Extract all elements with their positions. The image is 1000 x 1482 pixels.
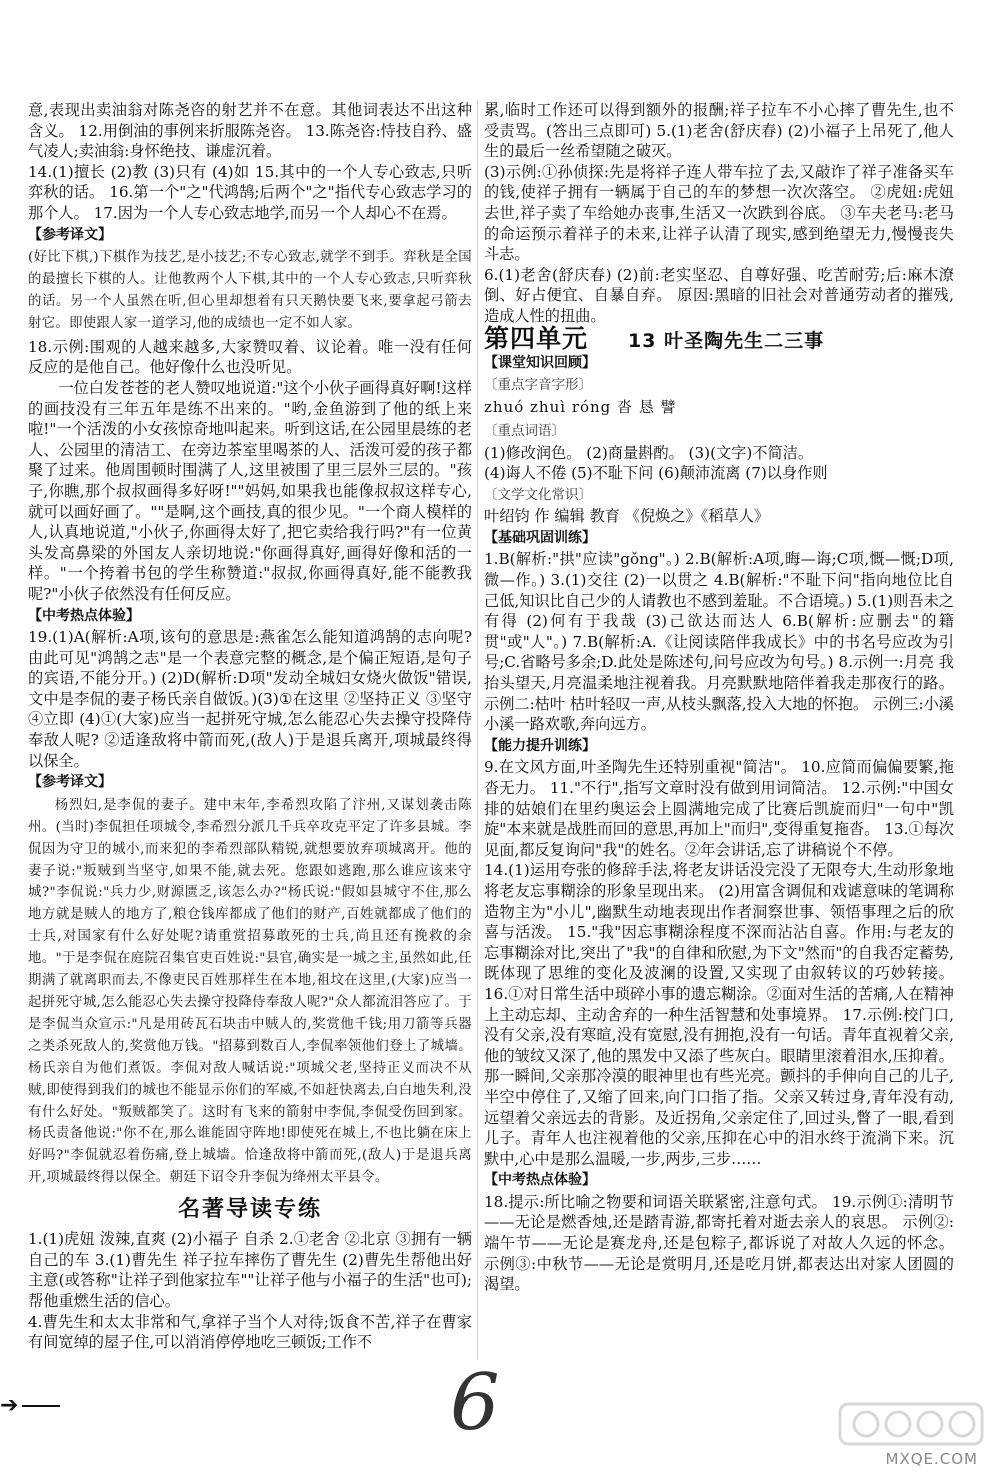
unit-header xyxy=(484,323,954,353)
subsection-label: 〔重点词语〕 xyxy=(484,422,565,439)
answer-paragraph: 4.曹先生和太太非常和气,拿祥子当个人对待;饭食不苦,祥子在曹家有间宽绰的屋子住,可以消消停停地吃三顿饭;工作不 xyxy=(28,1312,472,1352)
lesson-title: 13 叶圣陶先生二三事 xyxy=(628,329,825,352)
answer-paragraph: 19.(1)A(解析:A项,该句的意思是:燕雀怎么能知道鸿鹄的志向呢?由此可见"鸿鹄之志"是一个表意完整的概念,是个偏正短语,是句子的宾语,不能分开。) (2)D(解析:D项"发动全城妇女烧火做饭"错误,文中是李侃的妻子杨氏亲自做饭。)(3)①在这里 ②坚持正义 ③坚守 ④立即 (4)①(大家)应当一起拼死守城,怎么能忍心失去操守投降侍奉敌人呢? ②适逢敌将中箭而死,(敌人)于是退兵离开,项城最终得以保全。 xyxy=(28,628,472,770)
section-label-ability-training: 【能力提升训练】 xyxy=(484,737,596,754)
answer-paragraph: 1.B(解析:"拱"应读"gǒng"。) 2.B(解析:A项,晦—诲;C项,慨—慨;D项,微—作。) 3.(1)交往 (2)一以贯之 4.B(解析:"不耻下问"指向地位比自己低,知识比自己少的人请教也不感到羞耻。不合语境。) 5.(1)则吾未之有得 (2)何有于我哉 (3)己欲达而达人 6.B(解析:应删去"的籍贯"或"人"。) 7.B(解析:A.《让阅读陪伴我成长》中的书名号应改为引号;C.省略号多余;D.此处是陈述句,问号应改为句号。) 8.示例一:月亮 我抬头望天,月亮温柔地注视着我。月亮默默地陪伴着我走那夜行的路。 示例二:枯叶 枯叶轻叹一声,从枝头飘落,投入大地的怀抱。 示例三:小溪 小溪一路欢歌,奔向远方。 xyxy=(484,550,954,734)
answer-paragraph: (3)示例:①孙侦探:先是将祥子连人带车拉了去,又敲诈了祥子准备买车的钱,使祥子拥有一辆属于自己的车的梦想一次次落空。 ②虎妞:虎妞去世,祥子卖了车给她办丧事,生活又一次跌到谷底。 ③车夫老马:老马的命运预示着祥子的未来,让祥子认清了现实,感到绝望无力,慢慢丧失斗志。 xyxy=(484,162,954,264)
watermark-text: MXQE.COM xyxy=(885,1450,978,1468)
answer-paragraph: 6.(1)老舍(舒庆春) (2)前:老实坚忍、自尊好强、吃苦耐劳;后:麻木潦倒、好占便宜、自暴自弃。 原因:黑暗的旧社会对普通劳动者的摧残,造成人性的扭曲。 xyxy=(484,265,954,325)
section-label-exam-hot-topics: 【中考热点体验】 xyxy=(28,607,140,624)
section-label-class-review: 【课堂知识回顾】 xyxy=(484,355,596,372)
answer-paragraph: 意,表现出卖油翁对陈尧咨的射艺并不在意。其他词表达不出这种含义。 12.用倒油的事例来折服陈尧咨。 13.陈尧咨:恃技自矜、盛气凌人;卖油翁:身怀绝技、谦虚沉着。 xyxy=(28,101,472,161)
answer-line: 叶绍钧 作 编辑 教育 《倪焕之》《稻草人》 xyxy=(484,507,770,526)
section-heading: 名著导读专练 xyxy=(177,1197,322,1223)
answer-paragraph: 18.提示:所比喻之物要和词语关联紧密,注意句式。 19.示例①:清明节——无论是燃香烛,还是踏青游,都寄托着对逝去亲人的哀思。 示例②:端午节——无论是赛龙舟,还是包粽子,都诉说了对故人久远的怀念。 示例③:中秋节——无论是赏明月,还是吃月饼,都表达出对家人团圆的渴望。 xyxy=(484,1192,954,1294)
pinyin-line: zhuó zhuì róng 沓 恳 譬 xyxy=(484,398,677,417)
sample-essay: 一位白发苍苍的老人赞叹地说道:"这个小伙子画得真好啊!这样的画技没有三年五年是练不出来的。"哟,金鱼游到了他的纸上来啦!"一个活泼的小女孩惊奇地叫起来。听到这话,在公园里晨练的老人、公园里的清洁工、在旁边茶室里喝茶的人、活泼可爱的孩子都聚了过来。他周围顿时围满了人,这里被围了里三层外三层的。"孩子,你瞧,那个叔叔画得多好呀!""妈妈,如果我也能像叔叔这样专心,就可以画好画了。""是啊,这个画技,真的很少见。"一个商人模样的人,认真地说道,"小伙子,你画得太好了,把它卖给我行吗?"有一位黄头发高鼻梁的外国友人亲切地说:"你画得真好,画得好像和活的一样。"一个挎着书包的学生称赞道:"叔叔,你画得真好,能不能教我呢?"小伙子依然没有任何反应。 xyxy=(28,378,472,603)
answer-paragraph: 18.示例:围观的人越来越多,大家赞叹着、议论着。唯一没有任何反应的是他自己。他好像什么也没听见。 xyxy=(28,337,472,377)
left-column xyxy=(28,100,472,1353)
right-column xyxy=(484,100,954,1295)
answer-paragraph: 累,临时工作还可以得到额外的报酬;祥子拉车不小心摔了曹先生,也不受责骂。(答出三点即可) 5.(1)老舍(舒庆春) (2)小福子上吊死了,他人生的最后一丝希望随之破灭。 xyxy=(484,101,954,161)
section-label-reference-translation: 【参考译文】 xyxy=(28,226,112,243)
margin-arrow-icon: ➔ xyxy=(0,1393,19,1418)
column-divider xyxy=(477,100,478,1360)
section-label-basic-training: 【基础巩固训练】 xyxy=(484,529,596,546)
subsection-label: 〔文学文化常识〕 xyxy=(484,486,592,503)
page-number: 6 xyxy=(450,1358,500,1448)
answer-paragraph: 14.(1)擅长 (2)教 (3)只有 (4)如 15.其中的一个人专心致志,只听弈秋的话。 16.第一个"之"代鸿鹄;后两个"之"指代专心致志学习的那个人。 17.因为一个人专心致志地学,而另一个人却心不在焉。 xyxy=(28,162,472,222)
answer-paragraph: 9.在文风方面,叶圣陶先生还特别重视"简洁"。 10.应简而偏偏要繁,拖沓无力。 11."不行",指写文章时没有做到用词简洁。 12.示例:"中国女排的姑娘们在里约奥运会上圆满地完成了比赛后凯旋而归"一句中"凯旋"本来就是战胜而回的意思,再加上"而归",变得重复拖沓。 13.①每次见面,都反复询问"我"的姓名。②年会讲话,忘了讲稿说个不停。 xyxy=(484,758,954,859)
subsection-label: 〔重点字音字形〕 xyxy=(484,376,592,393)
section-label-exam-hot-topics: 【中考热点体验】 xyxy=(484,1172,596,1189)
unit-title: 第四单元 xyxy=(484,323,589,353)
answer-paragraph: 1.(1)虎妞 泼辣,直爽 (2)小福子 自杀 2.①老舍 ②北京 ③拥有一辆自己的车 3.(1)曹先生 祥子拉车摔伤了曹先生 (2)曹先生帮他出好主意(或答称"让祥子到他家拉车""让祥子他与小福子的生活"也可);帮他重燃生活的信心。 xyxy=(28,1230,472,1310)
answer-line: (4)诲人不倦 (5)不耻下问 (6)颠沛流离 (7)以身作则 xyxy=(484,464,828,483)
answer-line: (1)修改润色。 (2)商量斟酌。 (3)(文字)不简洁。 xyxy=(484,443,814,462)
answer-paragraph: 14.(1)运用夸张的修辞手法,将老友讲话没完没了无限夸大,生动形象地将老友忘事糊涂的形象呈现出来。 (2)用富含调侃和戏谑意味的笔调称造物主为"小儿",幽默生动地表现出作者洞察世事、领悟事理之后的欣喜与活泼。 15."我"因忘事糊涂程度不深而沾沾自喜。作用:与老友的忘事糊涂对比,突出了"我"的自律和欣慰,为下文"然而"的自我否定蓄势,既体现了思维的变化及波澜的设置,又实现了由叙转议的巧妙转接。 16.①对日常生活中琐碎小事的遗忘糊涂。②面对生活的苦痛,人在精神上主动忘却、主动舍弃的一种生活智慧和处事境界。 17.示例:校门口,没有父亲,没有寒暄,没有宽慰,没有拥抱,没有一句话。青年直视着父亲,他的皱纹又深了,他的黑发中又添了些灰白。眼睛里滚着泪水,压抑着。那一瞬间,父亲那冷漠的眼神里也有些光亮。颤抖的手伸向自己的儿子,半空中停住了,又缩了回来,向门口指了指。父亲又转过身,青年没有动,远望着父亲远去的背影。及近拐角,父亲定住了,回过头,瞥了一眼,看到儿子。青年人也注视着他的父亲,压抑在心中的泪水终于流淌下来。沉默中,心中是那么温暖,一步,两步,三步…… xyxy=(484,861,954,1168)
footer-rule xyxy=(22,1405,60,1407)
handwritten-translation: (好比下棋,)下棋作为技艺,是小技艺;不专心致志,就学不到手。弈秋是全国的最擅长下棋的人。让他教两个人下棋,其中的一个人专心致志,只听弈秋的话。另一个人虽然在听,但心里却想着有只天鹅快要飞来,要拿起弓箭去射它。即使跟人家一道学习,他的成绩也一定不如人家。 xyxy=(28,250,472,331)
section-label-reference-translation: 【参考译文】 xyxy=(28,774,112,791)
handwritten-translation: 杨烈妇,是李侃的妻子。建中末年,李希烈攻陷了汴州,又谋划袭击陈州。(当时)李侃担任项城令,李希烈分派几千兵卒攻克平定了许多县城。李侃因为守卫的城小,而来犯的李希烈部队精锐,就想要放弃项城离开。他的妻子说:"叛贼到当坚守,如果不能,就去死。您跟如逃跑,那么谁应该来守城?"李侃说:"兵力少,财源匮乏,该怎么办?"杨氏说:"假如县城守不住,那么地方就是贼人的地方了,粮仓钱库都成了他们的财产,百姓就都成了他们的士兵,对国家有什么好处呢?请重赏招募敢死的士兵,尚且还有挽救的余地。"于是李侃在庭院召集官吏百姓说:"县官,确实是一城之主,虽然如此,任期满了就离职而去,不像吏民百姓那样生在本地,祖坟在这里,(大家)应当一起拼死守城,怎么能忍心失去操守投降侍奉敌人呢?"众人都流泪答应了。于是李侃当众宣示:"凡是用砖瓦石块击中贼人的,奖赏他千钱;用刀箭等兵器之类杀死敌人的,奖赏他万钱。"招募到数百人,李侃率领他们登上了城墙。杨氏亲自为他们煮饭。李侃对敌人喊话说:"项城父老,坚持正义而决不从贼,即使得到我们的城也不能显示你们的军威,不如赶快离去,白白地失利,没有什么好处。"叛贼都笑了。这时有飞来的箭射中李侃,李侃受伤回到家。杨氏责备他说:"你不在,那么谁能固守阵地!即使死在城上,不也比躺在床上好吗?"李侃就忍着伤痛,登上城墙。恰逢敌将中箭而死,(敌人)于是退兵离开,项城最终得以保全。朝廷下诏令升李侃为绛州太平县令。 xyxy=(28,797,472,1186)
